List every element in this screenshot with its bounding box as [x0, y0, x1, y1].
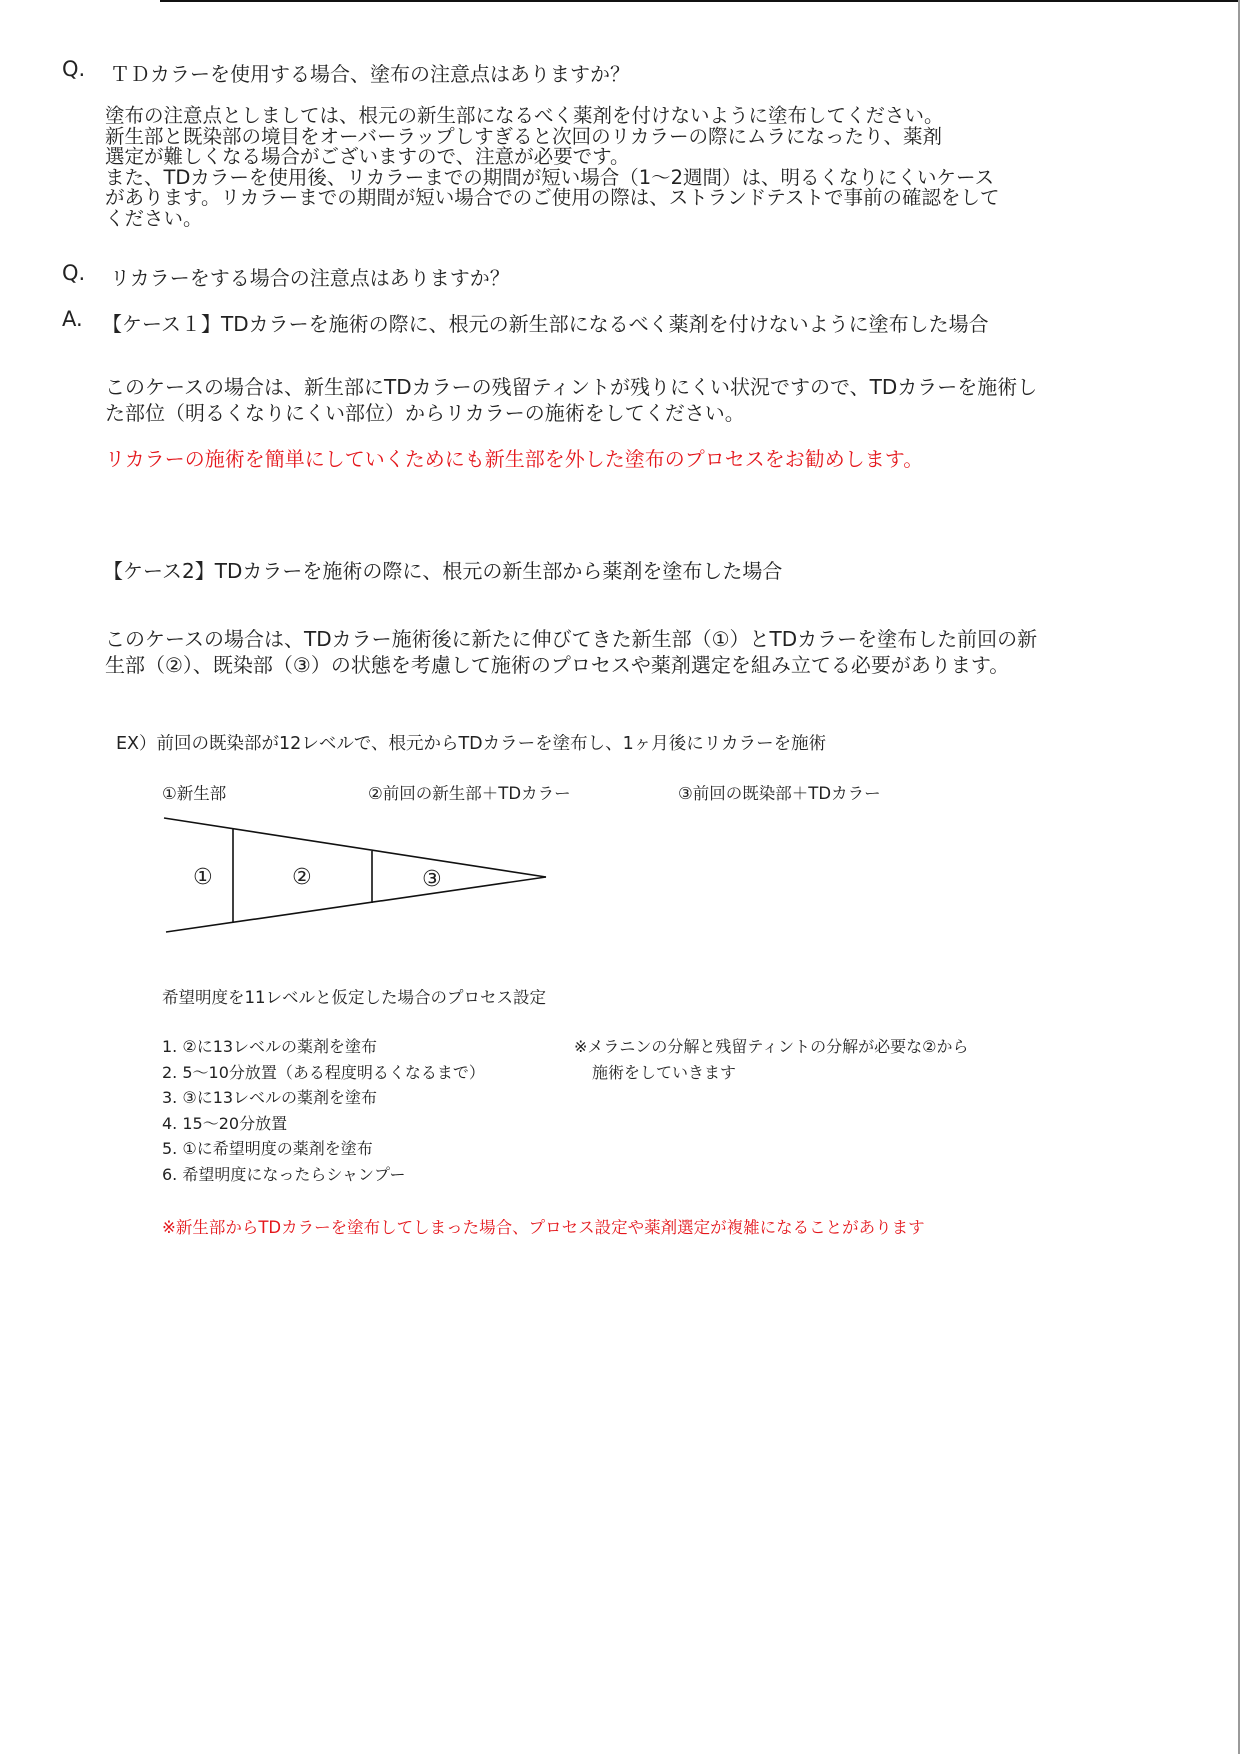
q1-answer-line: また、TDカラーを使用後、リカラーまでの期間が短い場合（1～2週間）は、明るくなりにくいケース — [105, 165, 995, 189]
q2-question: リカラーをする場合の注意点はありますか？ — [110, 266, 510, 290]
case2-line: このケースの場合は、TDカラー施術後に新たに伸びてきた新生部（①）とTDカラーを塗布した前回の新 — [105, 627, 1038, 651]
process-step: 3. ③に13レベルの薬剤を塗布 — [162, 1088, 378, 1107]
process-step: 2. 5～10分放置（ある程度明るくなるまで） — [162, 1062, 485, 1082]
hair-strand-diagram — [160, 810, 560, 940]
process-step: 5. ①に希望明度の薬剤を塗布 — [162, 1139, 373, 1158]
scan-edge-top — [160, 0, 1240, 2]
process-step: 6. 希望明度になったらシャンプー — [162, 1164, 406, 1184]
q1-answer-line: 塗布の注意点としましては、根元の新生部になるべく薬剤を付けないように塗布してください。 — [105, 104, 944, 127]
case1-heading: 【ケース１】TDカラーを施術の際に、根元の新生部になるべく薬剤を付けないように塗布した場合 — [102, 312, 989, 336]
process-step: 4. 15～20分放置 — [162, 1113, 288, 1133]
q1-answer — [105, 106, 999, 229]
segment-1-label: ① — [193, 865, 213, 890]
q1-answer-line: 新生部と既染部の境目をオーバーラップしすぎると次回のリカラーの際にムラになったり、薬剤 — [105, 124, 942, 148]
process-step: 1. ②に13レベルの薬剤を塗布 — [162, 1037, 378, 1056]
side-note-line: ※メラニンの分解と残留ティントの分解が必要な②から — [574, 1037, 969, 1056]
q1-answer-line: があります。リカラーまでの期間が短い場合でのご使用の際は、ストランドテストで事前の確認をして — [105, 186, 1000, 209]
q1-marker: Q. — [62, 57, 86, 81]
process-warning: ※新生部からTDカラーを塗布してしまった場合、プロセス設定や薬剤選定が複雑になることがあります — [162, 1218, 925, 1237]
label-previous-colored: ③前回の既染部＋TDカラー — [678, 784, 881, 803]
case2-heading: 【ケース2】TDカラーを施術の際に、根元の新生部から薬剤を塗布した場合 — [103, 559, 783, 583]
process-side-note — [574, 1034, 968, 1085]
side-note-line: 施術をしていきます — [592, 1062, 737, 1082]
q1-answer-line: ください。 — [105, 206, 203, 230]
example-title: EX）前回の既染部が12レベルで、根元からTDカラーを塗布し、1ヶ月後にリカラーを施術 — [116, 734, 827, 754]
case2-line: 生部（②）、既染部（③）の状態を考慮して施術のプロセスや薬剤選定を組み立てる必要があります。 — [105, 653, 1010, 677]
segment-3-label: ③ — [422, 867, 442, 892]
case1-line: た部位（明るくなりにくい部位）からリカラーの施術をしてください。 — [105, 401, 745, 425]
strand-top-edge — [164, 818, 546, 877]
case1-recommendation: リカラーの施術を簡単にしていくためにも新生部を外した塗布のプロセスをお勧めします。 — [105, 447, 924, 471]
process-title: 希望明度を11レベルと仮定した場合のプロセス設定 — [162, 988, 546, 1007]
a2-marker: A. — [62, 307, 83, 331]
case2-body — [105, 626, 1037, 678]
process-steps — [162, 1034, 485, 1187]
case1-line: このケースの場合は、新生部にTDカラーの残留ティントが残りにくい状況ですので、TDカラーを施術し — [105, 375, 1038, 399]
q1-question: ＴＤカラーを使用する場合、塗布の注意点はありますか？ — [110, 62, 630, 86]
case1-body — [105, 374, 1037, 426]
q2-marker: Q. — [62, 261, 86, 285]
label-new-growth: ①新生部 — [162, 784, 227, 803]
strand-bottom-edge — [166, 877, 546, 932]
q1-answer-line: 選定が難しくなる場合がございますので、注意が必要です。 — [105, 145, 630, 168]
segment-2-label: ② — [292, 865, 312, 890]
label-previous-new-growth: ②前回の新生部＋TDカラー — [368, 784, 571, 803]
